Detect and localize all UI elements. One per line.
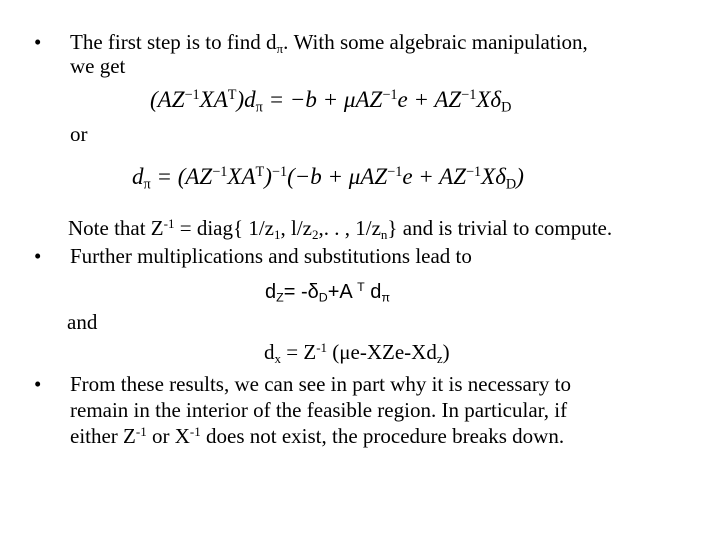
eq-part: XA (227, 164, 256, 189)
eq-part: XA (199, 87, 228, 112)
or-text: or (70, 122, 88, 146)
text: ,. . , 1/z (318, 216, 381, 240)
eq-sup: −1 (461, 87, 477, 104)
sub: x (274, 350, 282, 366)
bullet-1-line-1 (70, 30, 588, 54)
eq-part: = (AZ (150, 164, 213, 189)
bullet-1-line-2: we get (70, 54, 126, 78)
sup: -1 (316, 339, 328, 355)
sub: Z (276, 290, 284, 305)
text: (μe-XZe-Xd (327, 340, 437, 364)
bullet-2-marker: • (34, 244, 42, 268)
text: } and is trivial to compute. (387, 216, 613, 240)
text: , l/z (280, 216, 312, 240)
text: d (364, 281, 382, 303)
text: or X (146, 424, 190, 448)
eq-part: ) (264, 164, 272, 189)
sub: 2 (311, 226, 319, 242)
sub: π (381, 290, 390, 305)
eq-part: (−b + μAZ (287, 164, 388, 189)
bullet-3-line-1: From these results, we can see in part why it is necessary to (70, 372, 571, 396)
text: = diag{ 1/z (174, 216, 274, 240)
text: The first step is to find d (70, 30, 277, 54)
sup: -1 (163, 215, 175, 231)
bullet-3-line-3 (70, 424, 564, 448)
sup: -1 (135, 423, 147, 439)
eq-sup: −1 (382, 87, 398, 104)
eq-sub: D (501, 99, 512, 116)
eq-part: (AZ (150, 87, 185, 112)
bullet-3-line-2: remain in the interior of the feasible region. In particular, if (70, 398, 568, 422)
and-text: and (67, 310, 98, 334)
dz-equation (265, 280, 390, 304)
eq-sup: −1 (466, 164, 482, 181)
eq-sup: −1 (387, 164, 403, 181)
text: +A (327, 281, 358, 303)
sub: D (318, 290, 328, 305)
bullet-3-marker: • (34, 372, 42, 396)
bullet-1-marker: • (34, 30, 42, 54)
sub: n (380, 226, 388, 242)
text: Note that Z (68, 216, 164, 240)
eq-sub: D (505, 176, 517, 193)
eq-sup: −1 (212, 164, 228, 181)
eq-sup: T (255, 164, 265, 181)
eq-part: e + AZ (402, 164, 466, 189)
text: d (264, 340, 275, 364)
text: either Z (70, 424, 136, 448)
eq-sup: −1 (184, 87, 200, 104)
equation-1 (150, 87, 512, 116)
bullet-2-line-1: Further multiplications and substitutions lead to (70, 244, 472, 268)
eq-sub: π (143, 176, 151, 193)
sub: z (436, 350, 443, 366)
note-line (68, 216, 612, 240)
sup: T (357, 280, 365, 295)
eq-part: d (132, 164, 144, 189)
text: does not exist, the procedure breaks down. (200, 424, 565, 448)
eq-sup: −1 (271, 164, 288, 181)
eq-part: e + AZ (397, 87, 462, 112)
dx-equation (264, 340, 450, 364)
pi-subscript: π (276, 40, 284, 56)
eq-part: )d (236, 87, 256, 112)
eq-sup: T (227, 87, 237, 104)
eq-part: ) (516, 164, 524, 189)
eq-sub: π (255, 99, 263, 116)
sub: 1 (273, 226, 281, 242)
text: = -δ (283, 281, 319, 303)
text: d (265, 281, 277, 303)
text: . With some algebraic manipulation, (283, 30, 588, 54)
sup: -1 (189, 423, 201, 439)
eq-part: Xδ (476, 87, 502, 112)
text: = Z (281, 340, 317, 364)
equation-2 (132, 164, 524, 193)
eq-part: Xδ (481, 164, 506, 189)
eq-part: = −b + μAZ (262, 87, 383, 112)
text: ) (442, 340, 450, 364)
